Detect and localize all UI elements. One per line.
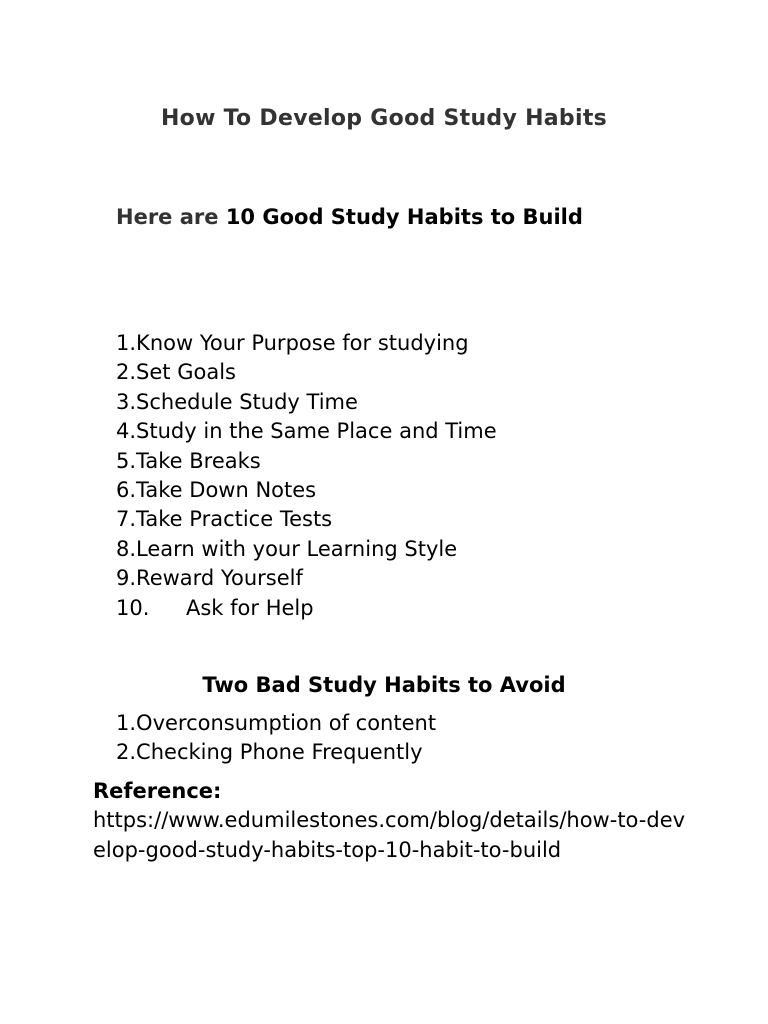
bad-habits-heading: Two Bad Study Habits to Avoid (202, 673, 566, 697)
list-item-number: 5. (116, 448, 137, 473)
list-item-number: 1. (116, 331, 137, 355)
good-habits-list (116, 329, 497, 623)
list-item-text: Take Practice Tests (136, 507, 333, 532)
list-item-number: 4. (116, 419, 137, 444)
list-item (116, 388, 497, 417)
list-subtitle (116, 202, 583, 232)
list-item-text: Learn with your Learning Style (136, 536, 458, 561)
list-item (116, 447, 497, 476)
list-item-number: 1. (116, 711, 137, 735)
list-item-text: Know Your Purpose for studying (136, 331, 469, 355)
list-item-number: 6. (116, 478, 137, 503)
list-item-number: 2. (116, 740, 137, 765)
reference-link[interactable]: https://www.edumilestones.com/blog/details/how-to-develop-good-study-habits-top-10-habit-to-build (93, 808, 686, 862)
list-item (116, 505, 497, 534)
list-item-text: Take Down Notes (136, 478, 317, 503)
list-item-number: 9. (116, 566, 137, 591)
list-item-text: Set Goals (136, 360, 236, 385)
list-item-text: Ask for Help (186, 595, 314, 620)
list-item (116, 709, 436, 738)
list-item (116, 535, 497, 564)
list-item-text: Reward Yourself (136, 566, 303, 591)
list-item (116, 476, 497, 505)
reference-section (93, 777, 693, 865)
subtitle-lead: Here are (116, 205, 219, 229)
list-item-text: Checking Phone Frequently (136, 740, 423, 765)
list-item (116, 738, 436, 767)
list-item-number: 8. (116, 536, 137, 561)
subtitle-rest: 10 Good Study Habits to Build (225, 205, 583, 229)
list-item-text: Study in the Same Place and Time (136, 419, 497, 444)
list-item-text: Overconsumption of content (136, 711, 437, 735)
page-title: How To Develop Good Study Habits (160, 106, 608, 131)
list-item-number: 7. (116, 507, 137, 532)
list-item (116, 417, 497, 446)
reference-label: Reference: (93, 779, 222, 803)
list-item-text: Schedule Study Time (136, 389, 358, 414)
bad-habits-list (116, 709, 436, 768)
list-item-text: Take Breaks (136, 448, 261, 473)
list-item (116, 564, 497, 593)
list-item (116, 594, 497, 623)
list-item (116, 329, 497, 358)
list-item-number: 10. (116, 595, 150, 620)
list-item-number: 2. (116, 360, 137, 385)
list-item-number: 3. (116, 389, 137, 414)
list-item (116, 358, 497, 387)
